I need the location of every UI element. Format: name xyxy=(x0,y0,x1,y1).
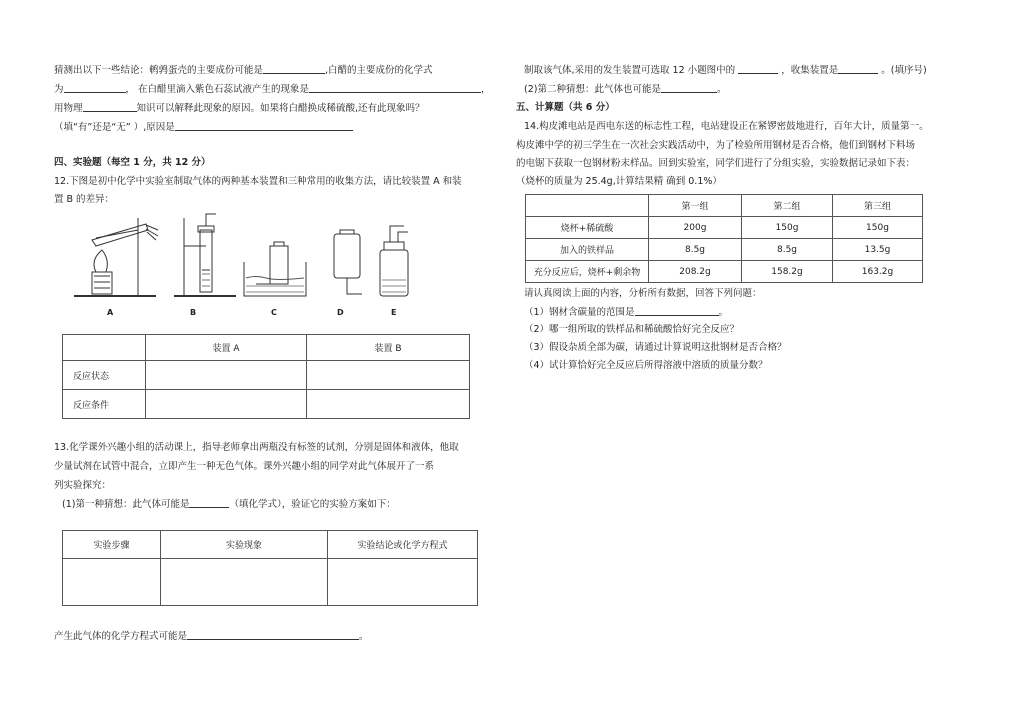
table-header: 实验结论或化学方程式 xyxy=(328,531,478,559)
text: ， xyxy=(481,84,491,95)
question-text: 12.下图是初中化学中实验室制取气体的两种基本装置和三种常用的收集方法，请比较装置 A 和装 xyxy=(54,176,462,187)
text-line xyxy=(54,82,491,97)
table-cell: 反应条件 xyxy=(63,390,146,419)
blank[interactable] xyxy=(635,305,719,316)
apparatus-illustration xyxy=(66,210,426,322)
table-row xyxy=(526,217,923,239)
table-row xyxy=(526,239,923,261)
blank[interactable] xyxy=(661,82,717,93)
text: 为 xyxy=(54,84,64,95)
text: 。(填序号) xyxy=(881,65,927,76)
blank[interactable] xyxy=(175,120,353,131)
question-text: 构皮滩中学的初三学生在一次社会实践活动中，为了检验所用钢材是否合格，他们到钢材下料场 xyxy=(516,140,916,151)
blank[interactable] xyxy=(189,497,229,508)
question-text: 13.化学课外兴趣小组的活动课上，指导老师拿出两瓶没有标签的试剂，分别是固体和液体，他取 xyxy=(54,442,459,453)
blank[interactable] xyxy=(838,63,878,74)
question-text: 少量试剂在试管中混合，立即产生一种无色气体。课外兴趣小组的同学对此气体展开了一系 xyxy=(54,461,435,472)
table-cell: 150g xyxy=(742,217,833,239)
text: 。 xyxy=(718,307,729,318)
table-cell: 充分反应后，烧杯+剩余物 xyxy=(526,261,649,283)
text: (2)第二种猜想：此气体也可能是 xyxy=(524,84,661,95)
sub-question: （2）哪一组所取的铁样品和稀硫酸恰好完全反应？ xyxy=(524,324,740,335)
figure-label: A xyxy=(107,308,114,317)
text: ,白醋的主要成份的化学式 xyxy=(325,65,433,76)
table-cell[interactable] xyxy=(161,559,328,606)
table-cell xyxy=(526,195,649,217)
table-cell[interactable] xyxy=(63,559,161,606)
table-cell: 150g xyxy=(833,217,923,239)
sub-question: （3）假设杂质全部为碳，请通过计算说明这批钢材是否合格？ xyxy=(524,342,787,353)
text-line xyxy=(54,101,425,116)
text: 产生此气体的化学方程式可能是 xyxy=(54,631,188,642)
text: 用物理 xyxy=(54,103,83,114)
text: （填化学式），验证它的实验方案如下： xyxy=(229,499,396,510)
figure-label: B xyxy=(190,308,197,317)
text: ，收集装置是 xyxy=(781,65,839,76)
table-row xyxy=(63,361,470,390)
blank[interactable] xyxy=(263,63,325,74)
table-cell: 8.5g xyxy=(742,239,833,261)
blank[interactable] xyxy=(738,63,778,74)
table-cell: 8.5g xyxy=(649,239,742,261)
text-line xyxy=(54,63,433,78)
table-cell: 13.5g xyxy=(833,239,923,261)
question-text: 的电锯下获取一包钢材粉末样品。回到实验室，同学们进行了分组实验，实验数据记录如下表： xyxy=(516,158,916,169)
text-line xyxy=(54,120,353,135)
table-header: 第一组 xyxy=(649,195,742,217)
table-header: 装置 B xyxy=(307,335,470,361)
blank[interactable] xyxy=(64,82,126,93)
table-header: 第三组 xyxy=(833,195,923,217)
table-header: 实验现象 xyxy=(161,531,328,559)
text: 。 xyxy=(359,631,369,642)
text: 。 xyxy=(716,84,727,95)
table-cell[interactable] xyxy=(146,390,307,419)
sub-question xyxy=(524,305,728,320)
text: （1）钢材含碳量的范围是 xyxy=(524,307,635,318)
question-text: 列实验探究： xyxy=(54,480,112,491)
section-title: 四、实验题（每空 1 分，共 12 分） xyxy=(54,157,211,168)
table-cell[interactable] xyxy=(146,361,307,390)
blank[interactable] xyxy=(187,629,359,640)
table-cell: 158.2g xyxy=(742,261,833,283)
table-cell: 加入的铁样品 xyxy=(526,239,649,261)
question-text: 请认真阅读上面的内容，分析所有数据，回答下列问题： xyxy=(524,288,762,299)
table-cell xyxy=(63,335,146,361)
table-header: 实验步骤 xyxy=(63,531,161,559)
text-line xyxy=(524,63,927,78)
sub-question: （4）试计算恰好完全反应后所得溶液中溶质的质量分数？ xyxy=(524,360,768,371)
table-cell[interactable] xyxy=(328,559,478,606)
data-table xyxy=(525,194,923,283)
question-text xyxy=(62,497,396,512)
table-cell: 反应状态 xyxy=(63,361,146,390)
question-text: （烧杯的质量为 25.4g,计算结果精 确到 0.1%） xyxy=(516,176,722,187)
table-cell[interactable] xyxy=(307,361,470,390)
table-row xyxy=(526,261,923,283)
blank[interactable] xyxy=(83,101,137,112)
table-cell: 200g xyxy=(649,217,742,239)
text: (1)第一种猜想：此气体可能是 xyxy=(62,499,190,510)
question-text: 14.构皮滩电站是西电东送的标志性工程，电站建设正在紧锣密鼓地进行，百年大计，质量第一。 xyxy=(524,121,929,132)
text: 知识可以解释此现象的原因。如果将白醋换成稀硫酸,还有此现象吗？ xyxy=(136,103,425,114)
table-row xyxy=(63,559,478,606)
text: 制取该气体,采用的发生装置可选取 12 小题图中的 xyxy=(524,65,736,76)
table-cell: 208.2g xyxy=(649,261,742,283)
text: 猜测出以下一些结论：鹌鹑蛋壳的主要成份可能是 xyxy=(54,65,264,76)
text: ， 在白醋里滴入紫色石蕊试液产生的现象是 xyxy=(125,84,310,95)
figure-label: C xyxy=(271,308,277,317)
figure-label: E xyxy=(391,308,397,317)
table-cell: 烧杯+稀硫酸 xyxy=(526,217,649,239)
comparison-table xyxy=(62,334,470,419)
table-cell[interactable] xyxy=(307,390,470,419)
question-text xyxy=(54,629,369,644)
section-title: 五、计算题（共 6 分） xyxy=(516,102,615,113)
blank[interactable] xyxy=(309,82,481,93)
table-header: 装置 A xyxy=(146,335,307,361)
table-header: 第二组 xyxy=(742,195,833,217)
text: （填“有”还是“无” ）,原因是 xyxy=(54,122,175,133)
text-line xyxy=(524,82,726,97)
table-cell: 163.2g xyxy=(833,261,923,283)
experiment-table xyxy=(62,530,478,606)
question-text: 置 B 的差异： xyxy=(54,194,115,205)
table-row xyxy=(63,390,470,419)
figure-label: D xyxy=(337,308,344,317)
